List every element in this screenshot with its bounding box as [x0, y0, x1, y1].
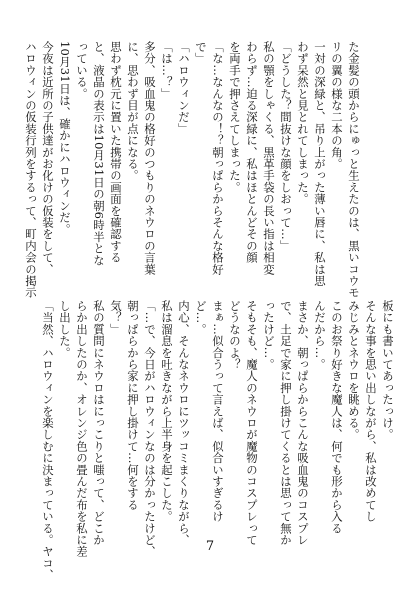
text-column: っている。: [75, 41, 89, 100]
text-column: 「ハロウィンだ」: [177, 41, 191, 135]
text-column: 「は…？」: [160, 41, 174, 100]
text-column: ったけど…。: [262, 300, 276, 371]
text-column: 今夜は近所の子供達がお化けの仮装をして、: [41, 41, 55, 275]
text-column: で、土足で家に押し掛けてくるとは思って無か: [279, 300, 293, 546]
text-column: し出した。: [58, 300, 72, 359]
text-column: 朝っぱらから家に押し掛けて…何をする: [126, 300, 140, 511]
text-column: 板にも書いてあったっけ。: [381, 300, 395, 441]
text-column: 内心、そんなネウロにツッコミまくりながら、: [177, 300, 191, 546]
text-column: 思わず枕元に置いた携帯の画面を確認する: [109, 41, 123, 264]
text-column: 一対の深緑と、吊り上がった薄い唇に、私は思: [313, 41, 327, 287]
text-column: まぁ…似合うって言えば、似合いすぎるけ: [211, 300, 225, 523]
text-column: で」: [194, 41, 208, 65]
text-column: と、液晶の表示は10月31日の朝6時半とな: [92, 41, 106, 266]
text-column: わらず…迫る深緑に、私はほとんどその顔: [245, 41, 259, 264]
text-column: らか出したのか、オレンジ色の畳んだ布を私に差: [75, 300, 89, 558]
text-column: そもそも、魔人のネウロが魔物のコスプレって: [245, 300, 259, 546]
text-column: 10月31日は、確かにハロウィンだ。: [58, 41, 72, 235]
text-column: 私の顎をしゃくる、黒革手袋の長い指は相変: [262, 41, 276, 275]
text-column: わず呆然と見とれてしまった。: [296, 41, 310, 205]
text-column: 気？」: [109, 300, 123, 336]
text-column: 私の質問にネウロはにっこりと嗤って、どこか: [92, 300, 106, 546]
text-column: まさか、朝っぱらからこんな吸血鬼のコスプレ: [296, 300, 310, 546]
text-column: リの翼の様な二本の角。: [330, 41, 344, 170]
text-column: 「…で、今日がハロウィンなのは分かったけど、: [143, 300, 157, 558]
page-number: 7: [205, 539, 215, 554]
text-column: ハロウィンの仮装行列をするって、町内会の掲示: [24, 41, 38, 299]
text-column: 「どうした？間抜けな顔をしおって…」: [279, 41, 293, 252]
text-column: 多分、吸血鬼の格好のつもりのネウロの言葉: [143, 41, 157, 275]
text-column: そんな事を思い出しながら、私は改めてし: [364, 300, 378, 523]
text-column: ど…。: [194, 300, 208, 336]
text-column: んだから…。: [313, 300, 327, 371]
text-column: このお祭り好きな魔人は、何でも形から入る: [330, 300, 344, 534]
text-column: どうなのよ？: [228, 300, 242, 371]
text-column: 「な…なんなの！？朝っぱらからそんな格好: [211, 41, 225, 275]
text-column: 私は溜息を吐きながら上半身を起こした。: [160, 300, 174, 523]
text-column: に、思わず目が点になる。: [126, 41, 140, 182]
text-column: 「当然、ハロウィンを楽しむに決まっている。ヤコ、: [41, 300, 55, 581]
text-column: を両手で押さえてしまった。: [228, 41, 242, 194]
text-column: た金髪の頭からにゅっと生えたのは、黒いコウモ: [347, 41, 361, 299]
text-column: みじみとネウロを眺める。: [347, 300, 361, 441]
